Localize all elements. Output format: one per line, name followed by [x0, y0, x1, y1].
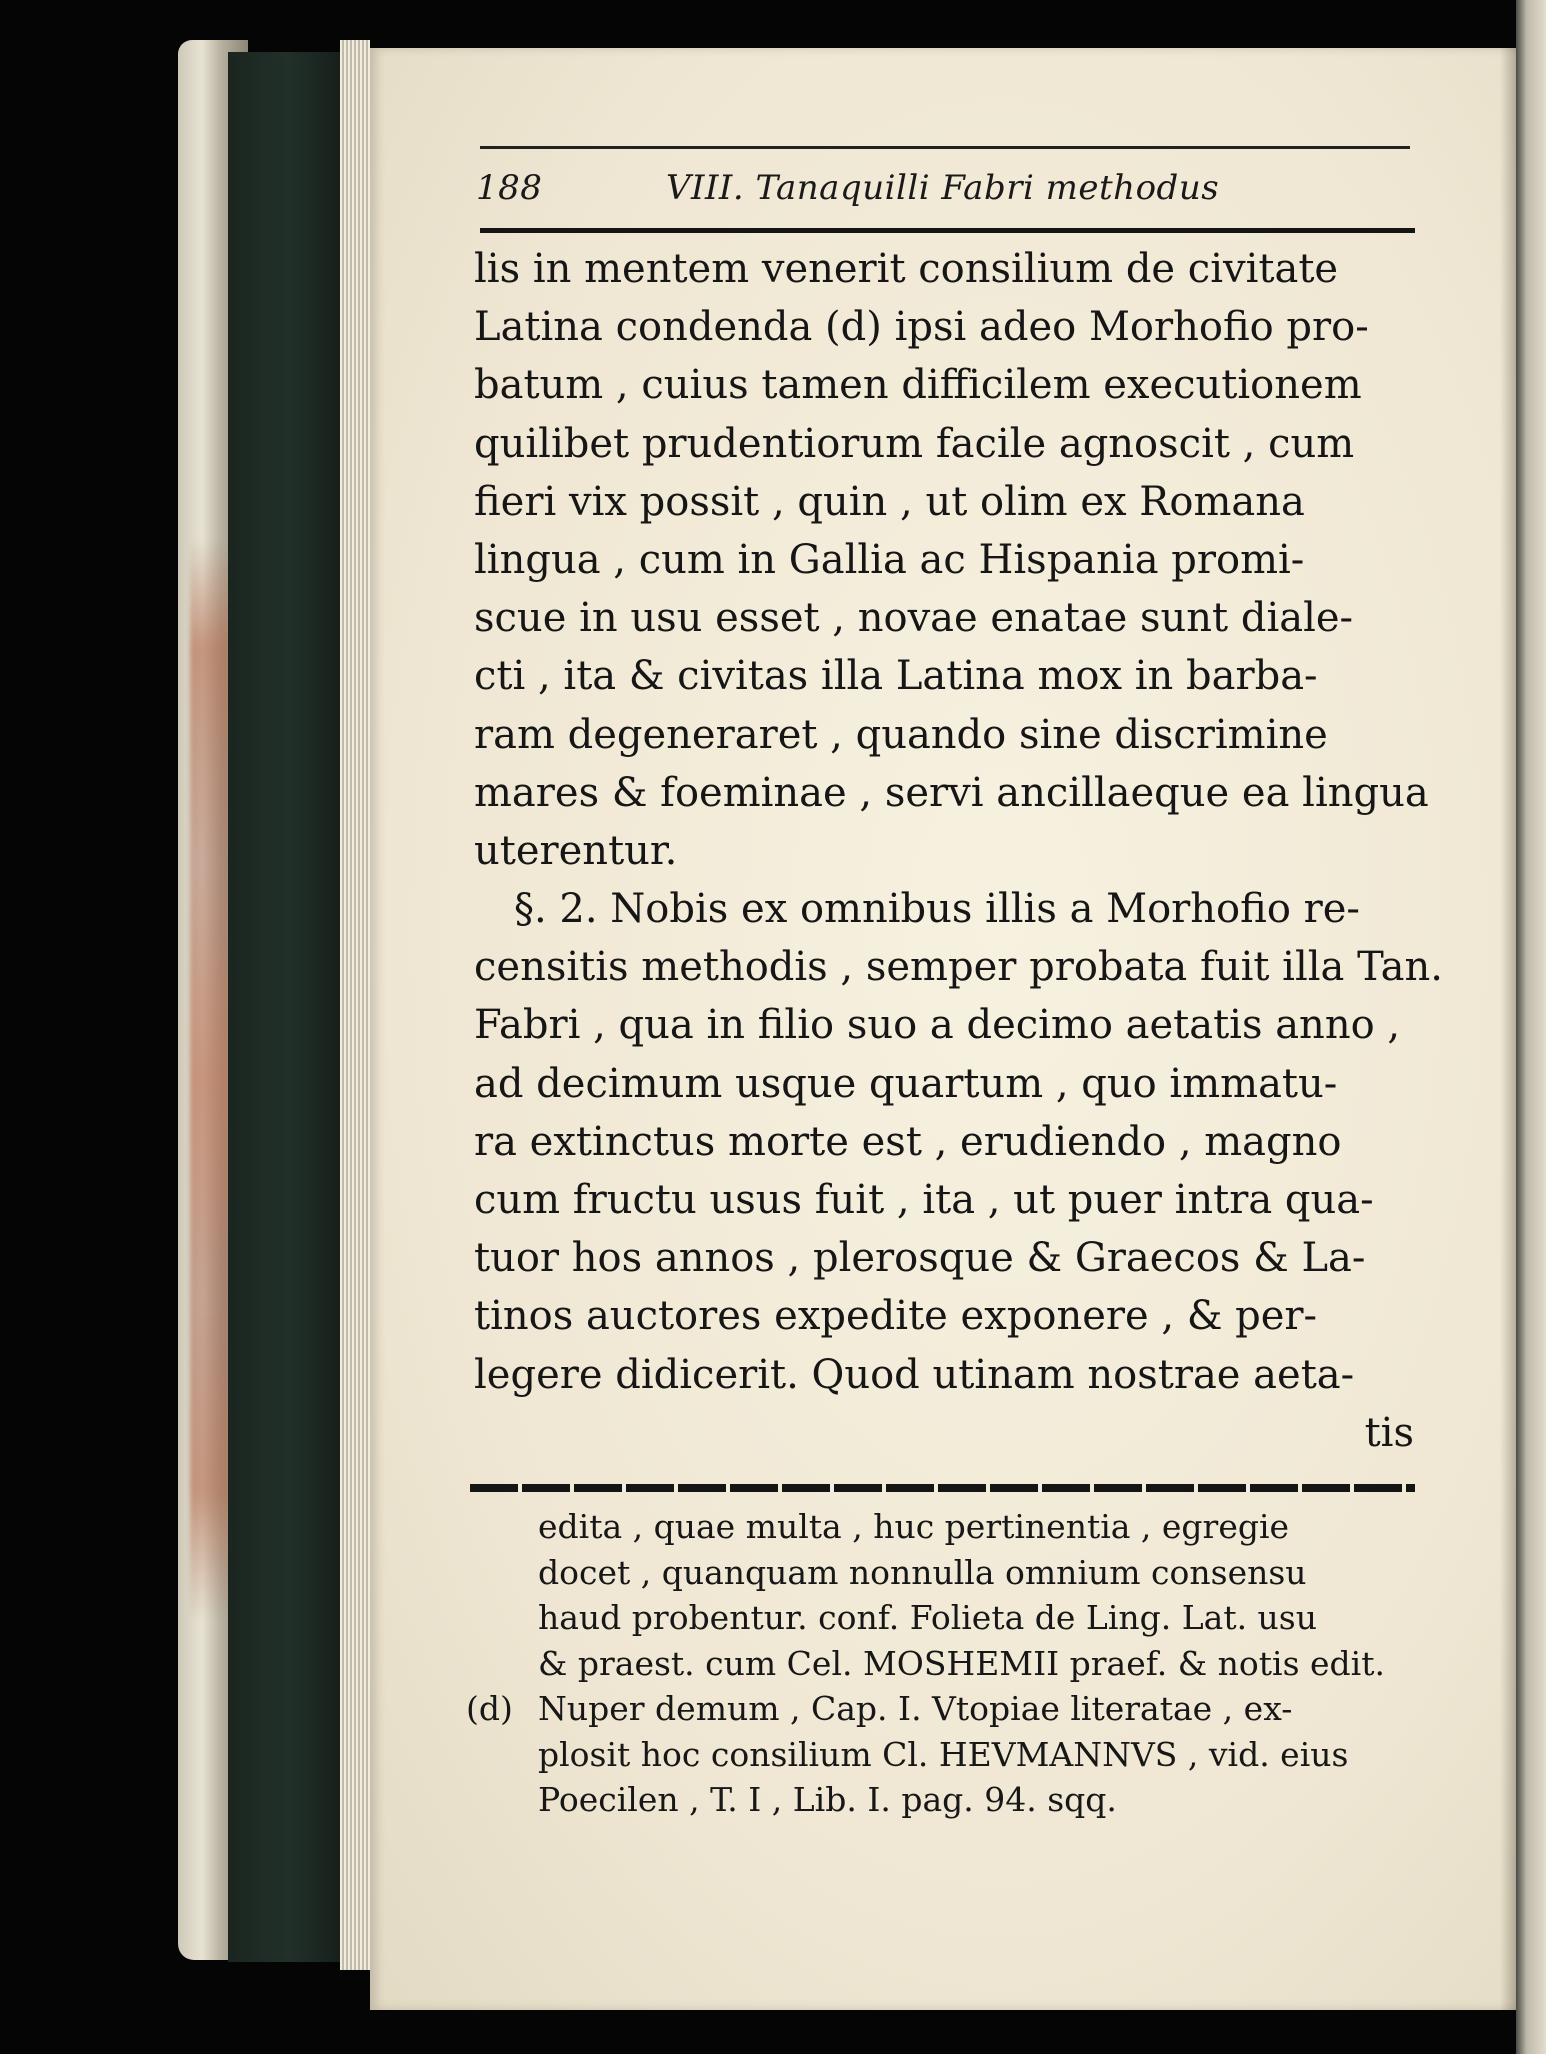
footnote-text: Nuper demum , Cap. I. Vtopiae literatae , ex- [538, 1689, 1293, 1728]
text-line: cum fructu usus fuit , ita , ut puer intra qua- [474, 1177, 1374, 1223]
catchword: tis [1364, 1409, 1414, 1456]
text-line: censitis methodis , semper probata fuit illa Tan. [474, 944, 1443, 991]
running-head-title: VIII. Tanaquilli Fabri methodus [666, 168, 1220, 208]
text-line: mares & foeminae , servi ancillaeque ea lingua [474, 769, 1429, 816]
top-thin-rule [480, 146, 1410, 149]
text-line: Fabri , qua in filio suo a decimo aetatis anno , [474, 1002, 1401, 1049]
footnote-line: Poecilen , T. I , Lib. I. pag. 94. sqq. [538, 1780, 1117, 1819]
text-line: tuor hos annos , plerosque & Graecos & La- [474, 1235, 1366, 1282]
footnote-label: (d) [466, 1689, 513, 1728]
text-line: cti , ita & civitas illa Latina mox in barba- [474, 653, 1318, 700]
text-line: lingua , cum in Gallia ac Hispania promi- [474, 536, 1305, 583]
text-line: scue in usu esset , novae enatae sunt diale- [474, 595, 1354, 642]
text-line: ra extinctus morte est , erudiendo , magno [474, 1118, 1342, 1165]
text-line: legere didicerit. Quod utinam nostrae aeta- [474, 1351, 1355, 1398]
text-line: quilibet prudentiorum facile agnoscit , cum [474, 420, 1355, 467]
footnote-line: & praest. cum Cel. MOSHEMII praef. & notis edit. [538, 1643, 1385, 1683]
text-line: batum , cuius tamen difficilem executionem [474, 362, 1362, 409]
page-fore-edge [340, 40, 370, 1970]
text-line: uterentur. [474, 827, 678, 874]
footnote-line: haud probentur. conf. Folieta de Ling. Lat. usu [538, 1598, 1317, 1637]
text-line: ad decimum usque quartum , quo immatu- [474, 1060, 1338, 1107]
footnote-line: edita , quae multa , huc pertinentia , egregie [538, 1507, 1290, 1546]
page-block-edge [228, 52, 348, 1962]
footnote-line: plosit hoc consilium Cl. HEVMANNVS , vid. eius [538, 1734, 1349, 1774]
footnote-line: docet , quanquam nonnulla omnium consensu [538, 1552, 1307, 1592]
facing-page-edge [1516, 0, 1546, 2054]
head-rule [480, 228, 1415, 233]
page-number: 188 [476, 168, 543, 208]
running-head [476, 168, 1411, 220]
paragraph-start-line: §. 2. Nobis ex omnibus illis a Morhofio re- [514, 886, 1360, 933]
text-line: lis in mentem venerit consilium de civitate [474, 246, 1339, 292]
footnote-rule [470, 1484, 1415, 1492]
main-text [474, 240, 1443, 1462]
text-line: tinos auctores expedite exponere , & per- [474, 1293, 1318, 1340]
footnotes [466, 1504, 1426, 1823]
cover-stain [190, 540, 230, 1620]
text-line: ram degeneraret , quando sine discrimine [474, 711, 1328, 758]
footnote-d-first-line [466, 1686, 1426, 1732]
text-line: fieri vix possit , quin , ut olim ex Romana [474, 478, 1305, 525]
text-line: Latina condenda (d) ipsi adeo Morhofio pro- [474, 304, 1369, 351]
